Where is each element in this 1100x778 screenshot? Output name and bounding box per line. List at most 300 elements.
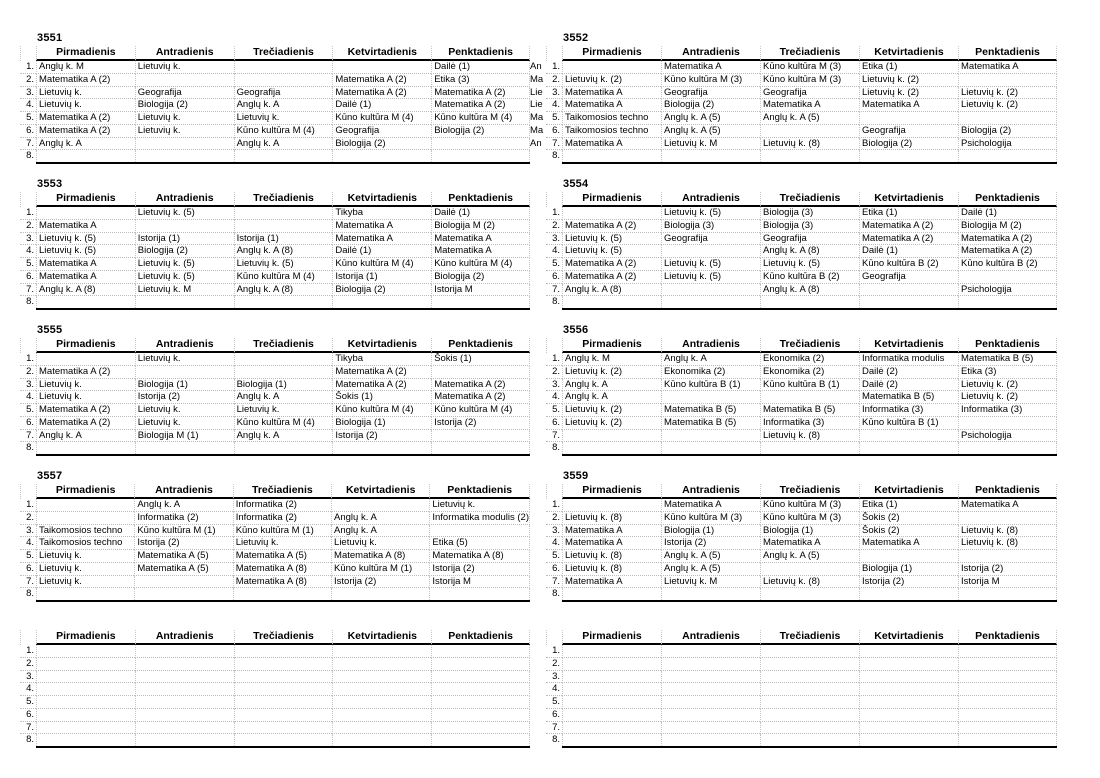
timetable-cell	[36, 442, 135, 454]
day-header: Trečiadienis	[233, 484, 331, 499]
timetable-3553	[20, 177, 530, 310]
timetable-cell: Kūno kultūra M (3)	[760, 499, 859, 512]
day-header: Trečiadienis	[234, 192, 333, 207]
timetable-cell: Kūno kultūra M (1)	[134, 525, 232, 538]
timetable-cell: Kūno kultūra M (3)	[661, 512, 760, 525]
timetable-cell	[234, 442, 333, 454]
row-number: 2.	[20, 220, 36, 233]
day-header: Pirmadienis	[36, 192, 135, 207]
row-number: 5.	[20, 258, 36, 271]
timetable-table	[20, 484, 530, 600]
timetable-cell: Geografija	[859, 125, 958, 138]
row-number: 5.	[20, 550, 36, 563]
timetable-cell: Lietuvių k.	[135, 404, 234, 417]
timetable-cell	[135, 683, 234, 696]
row-number: 6.	[20, 271, 36, 284]
timetable-cell: Lietuvių k.	[36, 379, 135, 392]
row-number: 4.	[546, 391, 562, 404]
timetable-cell	[562, 588, 661, 600]
row-number: 2.	[546, 512, 562, 525]
timetable-cell: Lietuvių k. (2)	[562, 404, 661, 417]
row-number: 3.	[546, 525, 562, 538]
timetable-cell: Matematika A (2)	[562, 220, 661, 233]
timetable-cell	[234, 296, 333, 308]
timetable-cell: Kūno kultūra M (3)	[760, 74, 859, 87]
timetable-cell	[234, 207, 333, 220]
timetable-cell	[760, 125, 859, 138]
table-bottom-border	[562, 308, 1057, 310]
row-number: 6.	[20, 125, 36, 138]
timetable-cell	[859, 284, 958, 297]
timetable-cell	[36, 734, 135, 746]
row-number: 4.	[20, 245, 36, 258]
timetable-cell: Matematika A (8)	[331, 550, 429, 563]
timetable-cell: Matematika A	[36, 220, 135, 233]
timetable-cell	[760, 296, 859, 308]
timetable-cell: Matematika A	[958, 61, 1057, 74]
timetable-cell: Biologija M (1)	[135, 430, 234, 443]
timetable-cell	[760, 709, 859, 722]
timetable-cell: Lietuvių k. (8)	[562, 563, 661, 576]
timetable-cell	[958, 442, 1057, 454]
row-number: 6.	[546, 563, 562, 576]
clipped-text-fragment: An	[530, 61, 542, 72]
timetable-cell: Matematika A (5)	[134, 563, 232, 576]
timetable-cell	[958, 512, 1057, 525]
timetable-cell	[562, 150, 661, 162]
timetable-cell: Anglų k. A	[234, 391, 333, 404]
timetable-cell: Lietuvių k.	[36, 563, 134, 576]
row-number: 7.	[546, 430, 562, 443]
row-number-header-spacer	[20, 484, 36, 499]
timetable-cell: Anglų k. A (8)	[234, 245, 333, 258]
timetable-cell	[234, 683, 333, 696]
timetable-cell	[332, 671, 431, 684]
timetable-cell	[958, 150, 1057, 162]
timetable-cell: Informatika (3)	[760, 417, 859, 430]
day-header: Pirmadienis	[562, 338, 661, 353]
timetable-cell: Lietuvių k. (8)	[958, 537, 1057, 550]
timetable-cell	[661, 245, 760, 258]
timetable-cell: Tikyba	[332, 207, 431, 220]
day-header: Penktadienis	[431, 46, 530, 61]
timetable-table	[20, 192, 530, 308]
timetable-table	[20, 630, 530, 746]
timetable-cell: Anglų k. A (5)	[760, 550, 859, 563]
timetable-cell: Anglų k. A (8)	[234, 284, 333, 297]
timetable-cell	[562, 658, 661, 671]
timetable-cell	[859, 296, 958, 308]
timetable-cell: Lietuvių k. (5)	[135, 207, 234, 220]
timetable-cell: Biologija (3)	[760, 220, 859, 233]
timetable-cell	[760, 683, 859, 696]
clipped-text-fragment	[530, 150, 546, 163]
timetable-cell: Kūno kultūra B (1)	[859, 417, 958, 430]
timetable-cell: Anglų k. A (8)	[562, 284, 661, 297]
timetable-cell: Matematika B (5)	[958, 353, 1057, 366]
row-number: 8.	[552, 296, 560, 308]
row-number: 1.	[20, 499, 36, 512]
timetable-cell: Biologija M (2)	[431, 220, 530, 233]
timetable-cell: Istorija (2)	[958, 563, 1057, 576]
timetable-cell: Biologija (3)	[661, 220, 760, 233]
timetable-cell	[760, 588, 859, 600]
timetable-cell: Geografija	[661, 233, 760, 246]
timetable-cell: Istorija (2)	[431, 417, 530, 430]
day-header: Ketvirtadienis	[859, 192, 958, 207]
timetable-cell	[36, 683, 135, 696]
timetable-cell	[760, 645, 859, 658]
timetable-cell	[562, 683, 661, 696]
timetable-cell	[431, 722, 530, 735]
timetable-cell: Psichologija	[958, 138, 1057, 151]
timetable-cell: Istorija (1)	[135, 233, 234, 246]
timetable-cell: Lietuvių k. (2)	[958, 391, 1057, 404]
row-number: 8.	[552, 588, 560, 600]
timetable-cell	[431, 671, 530, 684]
timetable-cell: Matematika A	[562, 99, 661, 112]
timetable-cell	[36, 353, 135, 366]
timetable-cell	[661, 671, 760, 684]
timetable-cell	[760, 722, 859, 735]
timetable-cell	[958, 550, 1057, 563]
timetable-cell: Matematika A (8)	[233, 576, 331, 589]
timetable-cell	[332, 658, 431, 671]
timetable-cell: Lietuvių k. (5)	[234, 258, 333, 271]
day-header: Trečiadienis	[234, 46, 333, 61]
row-number: 2.	[20, 658, 36, 671]
row-number: 1.	[546, 61, 562, 74]
row-number: 8.	[26, 296, 34, 308]
timetable-cell: Matematika A (2)	[431, 379, 530, 392]
row-number: 6.	[20, 563, 36, 576]
timetable-cell	[859, 442, 958, 454]
timetable-cell	[36, 658, 135, 671]
timetable-cell	[431, 696, 530, 709]
timetable-cell	[562, 709, 661, 722]
timetable-3551	[20, 31, 530, 164]
timetable-cell	[332, 709, 431, 722]
class-number: 3556	[563, 324, 589, 336]
day-header: Trečiadienis	[760, 192, 859, 207]
row-number: 5.	[546, 696, 562, 709]
timetable-cell	[661, 391, 760, 404]
timetable-cell: Dailė (1)	[958, 207, 1057, 220]
timetable-cell: Taikomosios techno	[562, 112, 661, 125]
timetable-cell: Matematika A (2)	[36, 366, 135, 379]
timetable-cell	[859, 734, 958, 746]
timetable-cell	[134, 576, 232, 589]
row-number: 2.	[546, 658, 562, 671]
timetable-cell: Anglų k. A	[562, 391, 661, 404]
timetable-cell: Biologija (3)	[760, 207, 859, 220]
timetable-cell: Biologija (2)	[332, 138, 431, 151]
day-header: Penktadienis	[431, 630, 530, 645]
day-header: Pirmadienis	[36, 46, 135, 61]
timetable-cell: Matematika A (2)	[332, 366, 431, 379]
timetable-cell: Lietuvių k.	[135, 125, 234, 138]
row-number: 5.	[20, 696, 36, 709]
timetable-cell: Biologija (2)	[958, 125, 1057, 138]
timetable-cell: Lietuvių k. (8)	[760, 430, 859, 443]
timetable-cell: Dailė (1)	[332, 99, 431, 112]
timetable-cell: Geografija	[332, 125, 431, 138]
day-header: Antradienis	[661, 484, 760, 499]
timetable-cell: Matematika A (2)	[332, 379, 431, 392]
timetable-cell: Matematika A	[760, 537, 859, 550]
timetable-table	[546, 338, 1057, 454]
row-number-header-spacer	[20, 192, 36, 207]
row-number: 5.	[546, 550, 562, 563]
timetable-cell	[135, 709, 234, 722]
timetable-cell: Lietuvių k. (5)	[36, 233, 135, 246]
row-number: 8.	[552, 150, 560, 162]
timetable-cell: Lietuvių k. (5)	[36, 245, 135, 258]
clipped-text-fragment: Lie	[530, 86, 543, 98]
timetable-cell: Kūno kultūra M (4)	[332, 112, 431, 125]
timetable-cell: Istorija (2)	[135, 391, 234, 404]
timetable-cell	[958, 722, 1057, 735]
timetable-cell	[234, 61, 333, 74]
row-number-header-spacer	[546, 338, 562, 353]
timetable-cell: Matematika A	[859, 99, 958, 112]
timetable-cell	[429, 588, 530, 600]
timetable-cell	[234, 150, 333, 162]
timetable-cell: Biologija (2)	[859, 138, 958, 151]
timetable-3559	[546, 469, 1057, 602]
timetable-cell	[431, 430, 530, 443]
timetable-cell: Lietuvių k. M	[661, 138, 760, 151]
class-number: 3557	[37, 470, 63, 482]
timetable-cell: Šokis (1)	[431, 353, 530, 366]
timetable-cell: Lietuvių k.	[429, 499, 530, 512]
timetable-cell	[431, 734, 530, 746]
timetable-cell: Istorija (1)	[234, 233, 333, 246]
row-number: 2.	[20, 366, 36, 379]
timetable-cell: Lietuvių k.	[135, 112, 234, 125]
timetable-cell	[661, 588, 760, 600]
class-number: 3554	[563, 178, 589, 190]
timetable-cell: Matematika A	[760, 99, 859, 112]
row-number: 1.	[546, 645, 562, 658]
timetable-cell: Anglų k. A	[234, 138, 333, 151]
timetable-cell: Lietuvių k.	[36, 550, 134, 563]
row-number: 3.	[20, 671, 36, 684]
timetable-cell: Informatika modulis (2)	[429, 512, 530, 525]
timetable-cell	[36, 671, 135, 684]
timetable-cell	[562, 671, 661, 684]
timetable-cell: Istorija (2)	[859, 576, 958, 589]
timetable-cell: Lietuvių k. (8)	[562, 512, 661, 525]
row-number: 8.	[552, 442, 560, 454]
timetable-cell	[135, 442, 234, 454]
timetable-cell: Anglų k. A	[134, 499, 232, 512]
row-number: 7.	[20, 430, 36, 443]
timetable-cell: Anglų k. A	[331, 512, 429, 525]
row-number: 1.	[20, 645, 36, 658]
timetable-cell	[332, 683, 431, 696]
timetable-blank-left	[20, 615, 530, 748]
timetable-cell: Geografija	[859, 271, 958, 284]
timetable-cell: Lietuvių k. (8)	[760, 138, 859, 151]
timetable-cell	[859, 671, 958, 684]
timetable-cell: Matematika A (2)	[431, 87, 530, 100]
timetable-cell: Lietuvių k. (2)	[562, 417, 661, 430]
timetable-cell: Lietuvių k. (2)	[958, 87, 1057, 100]
table-bottom-border	[36, 746, 530, 748]
timetable-cell	[36, 588, 134, 600]
row-number: 7.	[20, 722, 36, 735]
clipped-text-fragment: An	[530, 137, 542, 149]
day-header: Pirmadienis	[36, 338, 135, 353]
timetable-table	[546, 192, 1057, 308]
timetable-cell	[760, 671, 859, 684]
timetable-cell: Istorija M	[429, 576, 530, 589]
timetable-cell	[332, 150, 431, 162]
timetable-cell	[661, 734, 760, 746]
day-header: Trečiadienis	[760, 338, 859, 353]
timetable-cell	[760, 696, 859, 709]
row-number: 5.	[20, 112, 36, 125]
timetable-blank-right	[546, 615, 1057, 748]
timetable-cell	[431, 138, 530, 151]
timetable-cell: Lietuvių k.	[135, 61, 234, 74]
row-number: 3.	[546, 671, 562, 684]
row-number-header-spacer	[546, 192, 562, 207]
timetable-cell: Matematika A (2)	[36, 417, 135, 430]
timetable-cell	[234, 709, 333, 722]
timetable-cell: Matematika A	[332, 233, 431, 246]
timetable-cell	[234, 366, 333, 379]
timetable-cell	[135, 734, 234, 746]
class-number: 3559	[563, 470, 589, 482]
timetable-cell	[332, 645, 431, 658]
table-bottom-border	[36, 600, 530, 602]
timetable-cell: Lietuvių k. (8)	[958, 525, 1057, 538]
timetable-cell	[135, 150, 234, 162]
timetable-cell	[859, 645, 958, 658]
timetable-cell: Lietuvių k.	[36, 99, 135, 112]
timetable-cell	[562, 296, 661, 308]
timetable-cell	[859, 150, 958, 162]
timetable-cell: Biologija (1)	[661, 525, 760, 538]
timetable-cell	[661, 696, 760, 709]
timetable-cell: Matematika A (2)	[859, 220, 958, 233]
day-header: Ketvirtadienis	[331, 484, 429, 499]
timetable-cell: Matematika A	[958, 499, 1057, 512]
day-header: Ketvirtadienis	[332, 338, 431, 353]
timetable-cell: Kūno kultūra B (2)	[760, 271, 859, 284]
row-number: 7.	[546, 576, 562, 589]
timetable-cell	[234, 74, 333, 87]
day-header: Antradienis	[661, 46, 760, 61]
timetable-cell: Anglų k. A (8)	[36, 284, 135, 297]
timetable-cell	[661, 442, 760, 454]
timetable-cell: Lietuvių k. (2)	[958, 379, 1057, 392]
timetable-cell: Kūno kultūra B (2)	[859, 258, 958, 271]
timetable-cell: Informatika (2)	[134, 512, 232, 525]
row-number-header-spacer	[546, 484, 562, 499]
timetable-cell: Tikyba	[332, 353, 431, 366]
day-header: Pirmadienis	[562, 192, 661, 207]
day-header: Antradienis	[661, 338, 760, 353]
day-header: Trečiadienis	[234, 630, 333, 645]
timetable-cell: Etika (1)	[859, 207, 958, 220]
timetable-cell: Psichologija	[958, 284, 1057, 297]
day-header: Ketvirtadienis	[859, 338, 958, 353]
day-header: Antradienis	[661, 192, 760, 207]
timetable-cell: Matematika A (2)	[958, 245, 1057, 258]
timetable-cell: Anglų k. A	[234, 430, 333, 443]
row-number: 6.	[546, 125, 562, 138]
row-number: 1.	[20, 353, 36, 366]
clipped-text-fragment: Ma	[530, 124, 544, 136]
row-number: 4.	[546, 683, 562, 696]
timetable-cell	[135, 366, 234, 379]
row-number: 3.	[20, 525, 36, 538]
timetable-cell: Matematika B (5)	[661, 404, 760, 417]
timetable-cell	[958, 683, 1057, 696]
timetable-cell	[760, 391, 859, 404]
day-header: Antradienis	[134, 484, 232, 499]
timetable-cell	[958, 645, 1057, 658]
timetable-cell: Psichologija	[958, 430, 1057, 443]
timetable-cell	[431, 442, 530, 454]
timetable-cell	[661, 150, 760, 162]
timetable-cell: Lietuvių k.	[36, 391, 135, 404]
timetable-cell: Anglų k. A (8)	[760, 245, 859, 258]
timetable-cell: Kūno kultūra M (3)	[760, 512, 859, 525]
timetable-cell: Anglų k. A	[562, 379, 661, 392]
timetable-cell: Kūno kultūra M (1)	[233, 525, 331, 538]
timetable-cell: Matematika A (2)	[36, 112, 135, 125]
timetable-cell	[661, 645, 760, 658]
row-number: 7.	[546, 722, 562, 735]
day-header: Ketvirtadienis	[859, 46, 958, 61]
timetable-cell: Lietuvių k.	[234, 112, 333, 125]
timetable-cell	[332, 722, 431, 735]
timetable-cell: Lietuvių k. (2)	[562, 366, 661, 379]
timetable-cell: Matematika A (8)	[429, 550, 530, 563]
timetable-cell: Lietuvių k. (5)	[661, 258, 760, 271]
timetable-cell	[661, 722, 760, 735]
timetable-cell	[958, 271, 1057, 284]
timetable-cell: Taikomosios techno	[36, 537, 134, 550]
row-number: 8.	[552, 734, 560, 746]
day-header: Penktadienis	[958, 192, 1057, 207]
timetable-cell	[958, 112, 1057, 125]
timetable-cell	[135, 138, 234, 151]
timetable-table	[546, 46, 1057, 162]
timetable-3557	[20, 469, 530, 602]
timetable-cell: Kūno kultūra M (4)	[332, 258, 431, 271]
timetable-cell: Matematika A (5)	[134, 550, 232, 563]
timetable-cell: Lietuvių k. (5)	[135, 271, 234, 284]
timetable-cell	[429, 525, 530, 538]
timetable-cell: Matematika A (2)	[36, 125, 135, 138]
timetable-cell	[332, 61, 431, 74]
row-number: 4.	[546, 99, 562, 112]
timetable-cell: Matematika A	[36, 258, 135, 271]
row-number: 5.	[20, 404, 36, 417]
day-header: Penktadienis	[429, 484, 530, 499]
timetable-cell	[661, 709, 760, 722]
timetable-cell: Matematika A	[661, 61, 760, 74]
clipped-column-fragment	[530, 61, 546, 163]
timetable-cell: Matematika A	[562, 576, 661, 589]
timetable-cell: Matematika B (5)	[760, 404, 859, 417]
row-number-header-spacer	[20, 630, 36, 645]
